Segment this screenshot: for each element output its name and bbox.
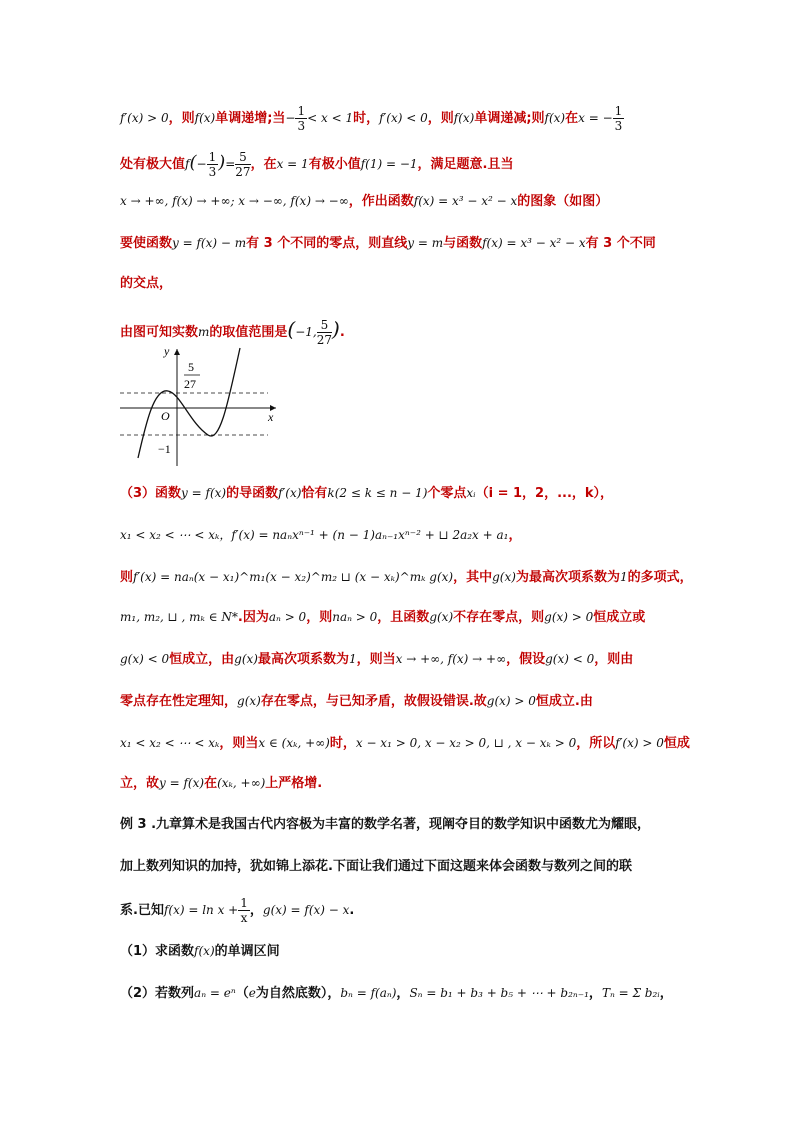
max-value-numerator: 5: [188, 360, 194, 374]
text: 的单调区间: [214, 944, 280, 959]
math: f(x) = x³ − x² − x: [482, 236, 586, 250]
text: 的取值范围是: [209, 325, 288, 340]
text: 在: [204, 776, 218, 791]
question-2-label: （2）若数列: [120, 986, 195, 1001]
text: 的导函数: [226, 486, 279, 501]
text-line-8: [120, 524, 690, 547]
text: 为最高次项系数为: [515, 570, 620, 585]
text-line-19: [120, 982, 690, 1005]
text: ，在: [250, 157, 277, 172]
math: g(x) < 0: [545, 652, 595, 666]
text: 立，故: [120, 776, 160, 791]
text: ，则当: [356, 652, 396, 667]
max-value-denominator: 27: [184, 377, 196, 391]
text-line-5: [120, 273, 690, 295]
text: .因为: [237, 610, 269, 625]
math-fprime-pos: f′(x) > 0: [120, 111, 169, 125]
math: < x < 1: [307, 111, 354, 125]
question-1-label: （1）求函数: [120, 944, 195, 959]
math: (xₖ, +∞): [217, 776, 266, 790]
text: ，作出函数: [348, 194, 414, 209]
text: 为自然底数），: [255, 986, 341, 1001]
text: 处有极大值: [120, 157, 186, 172]
math: g(x) > 0: [544, 610, 594, 624]
text: 的多项式，: [627, 570, 693, 585]
math: f′(x) < 0: [379, 111, 428, 125]
text: ，所以: [576, 736, 616, 751]
text: 系.已知: [120, 903, 164, 918]
math: x₁ < x₂ < ⋯ < xₖ，f′(x) = naₙxⁿ⁻¹ + (n − 1)aₙ₋₁xⁿ⁻² + ⊔ 2a₂x + a₁: [120, 528, 509, 542]
text: ，其中: [453, 570, 493, 585]
text: ，: [659, 986, 673, 1001]
text-line-16: [120, 856, 690, 878]
math: f′(x): [278, 486, 302, 500]
math: 1: [619, 570, 628, 584]
text: 要使函数: [120, 236, 173, 251]
text: 有 3 个不同的零点，则直线: [246, 236, 408, 251]
x-axis-label: x: [268, 410, 274, 424]
math: g(x): [492, 570, 516, 584]
math: x = −: [578, 111, 613, 125]
math: g(x): [429, 610, 454, 624]
text-line-9: [120, 566, 693, 589]
math: f(x): [544, 111, 566, 125]
math: aₙ = eⁿ: [194, 986, 236, 1000]
example-3-intro: 例 3 .九章算术是我国古代内容极为丰富的数学名著，现阐夺目的数学知识中函数尤为耀眼，: [120, 817, 651, 832]
math: g(x) > 0: [486, 694, 536, 708]
text: 时，: [353, 111, 380, 126]
text-line-13: [120, 732, 690, 755]
math: x₁ < x₂ < ⋯ < xₖ: [120, 736, 220, 750]
min-value-label: −1: [158, 442, 171, 456]
text: 在: [565, 111, 579, 126]
fraction: $\frac{1}{x}$: [240, 896, 248, 925]
text: 与函数: [443, 236, 483, 251]
text: .: [339, 325, 345, 340]
text: 不存在零点，则: [453, 610, 545, 625]
math: m₁, m₂, ⊔ , mₖ ∈ N*: [120, 610, 238, 624]
math: f′(x) > 0: [615, 736, 664, 750]
math: f(x) = ln x +: [163, 903, 239, 917]
math: f: [185, 157, 190, 171]
text-line-11: [120, 648, 690, 671]
text: 零点存在性定理知，: [120, 694, 238, 709]
text: ，: [508, 528, 522, 543]
text: 由图可知实数: [120, 325, 199, 340]
text: 恒成立.由: [535, 694, 593, 709]
math: y = m: [407, 236, 444, 250]
text: 有 3 个不同: [585, 236, 656, 251]
math: Tₙ = Σ b₂ᵢ: [601, 986, 660, 1000]
text-line-3: [120, 190, 690, 213]
math: e: [248, 986, 256, 1000]
math: f(x): [194, 944, 215, 958]
text-line-1: [120, 104, 690, 133]
text: 的图象（如图）: [517, 194, 609, 209]
fraction: $\frac{5}{27}$: [235, 150, 251, 179]
math: bₙ = f(aₙ): [340, 986, 397, 1000]
math: g(x): [234, 652, 258, 666]
math: x − x₁ > 0, x − x₂ > 0, ⊔ , x − xₖ > 0: [355, 736, 577, 750]
text: ，且函数: [377, 610, 430, 625]
fraction: $\frac{1}{3}$: [208, 150, 217, 179]
math: xᵢ: [466, 486, 476, 500]
text: ，: [249, 903, 263, 918]
text: 有极小值: [308, 157, 361, 172]
math: x → +∞, f(x) → +∞: [395, 652, 507, 666]
text: 恒成立，由: [169, 652, 235, 667]
fraction: $\frac{5}{27}$: [316, 318, 333, 347]
text: 的交点，: [120, 276, 173, 291]
text: （: [235, 986, 249, 1001]
math: x ∈ (xₖ, +∞): [258, 736, 330, 750]
text-line-6: 由图可知实数m的取值范围是(−1, $\frac{5}{27}$ ).: [120, 317, 345, 347]
text: 个零点: [427, 486, 467, 501]
text: ，则: [168, 111, 195, 126]
text: 恒成: [663, 736, 690, 751]
text-line-17: [120, 896, 690, 925]
text: ，则由: [594, 652, 634, 667]
math: −: [285, 111, 296, 125]
math: y = f(x): [159, 776, 205, 790]
text: 时，: [329, 736, 356, 751]
math: g(x) = f(x) − x: [262, 903, 350, 917]
math: naₙ > 0: [332, 610, 378, 624]
text: 恒成立或: [593, 610, 646, 625]
text: 单调递减;则: [474, 111, 545, 126]
text: 单调递增;当: [215, 111, 286, 126]
math: y = f(x) − m: [172, 236, 247, 250]
text: ，: [588, 986, 602, 1001]
math: x → +∞, f(x) → +∞; x → −∞, f(x) → −∞: [120, 194, 349, 208]
math: 1: [348, 652, 357, 666]
y-axis-arrow: [174, 349, 180, 355]
text-line-2: 处有极大值f(− $\frac{1}{3}$ )= $\frac{5}{27}$ ，在x = 1有极小值f(1) = −1，满足题意.且当: [120, 150, 514, 179]
math: aₙ > 0: [268, 610, 307, 624]
text: 加上数列知识的加持，犹如锦上添花.下面让我们通过下面这题来体会函数与数列之间的联: [120, 859, 632, 874]
math: m: [198, 325, 210, 339]
text: ，则当: [219, 736, 259, 751]
math: g(x) < 0: [120, 652, 170, 666]
text: 存在零点，与已知矛盾，故假设错误.故: [260, 694, 487, 709]
text-line-12: [120, 690, 690, 713]
math: f(x): [194, 111, 216, 125]
text-line-14: [120, 772, 690, 795]
text: （3）函数: [120, 486, 182, 501]
math: y = f(x): [181, 486, 227, 500]
math: −1,: [295, 325, 317, 339]
text: 上严格增.: [265, 776, 323, 791]
math: f′(x) = naₙ(x − x₁)^m₁(x − x₂)^m₂ ⊔ (x − xₖ)^mₖ g(x): [133, 570, 454, 584]
text-line-18: [120, 940, 690, 963]
text: .: [349, 903, 355, 918]
text: ，则: [306, 610, 333, 625]
text: （i = 1，2，...，k），: [475, 486, 614, 501]
math: Sₙ = b₁ + b₃ + b₅ + ⋯ + b₂ₙ₋₁: [409, 986, 589, 1000]
math: −: [196, 157, 207, 171]
text-line-4: [120, 232, 690, 255]
math: x = 1: [276, 157, 309, 171]
text: 则: [120, 570, 134, 585]
text: ，则: [427, 111, 454, 126]
function-graph: [118, 343, 283, 468]
text: ，假设: [506, 652, 546, 667]
text-line-7: [120, 482, 690, 505]
fraction: $\frac{1}{3}$: [614, 104, 623, 133]
y-axis-label: y: [164, 344, 170, 358]
origin-label: O: [161, 409, 170, 423]
math: =: [225, 157, 236, 171]
math: k(2 ≤ k ≤ n − 1): [327, 486, 428, 500]
text: 最高次项系数为: [257, 652, 349, 667]
math: f(x) = x³ − x² − x: [413, 194, 518, 208]
text: ，: [396, 986, 410, 1001]
fraction: $\frac{1}{3}$: [297, 104, 306, 133]
math: f(x): [453, 111, 475, 125]
math: g(x): [237, 694, 261, 708]
text: ，满足题意.且当: [417, 157, 514, 172]
text-line-15: [120, 814, 690, 836]
math: f(1) = −1: [360, 157, 418, 171]
text-line-10: [120, 606, 690, 629]
text: 恰有: [301, 486, 328, 501]
